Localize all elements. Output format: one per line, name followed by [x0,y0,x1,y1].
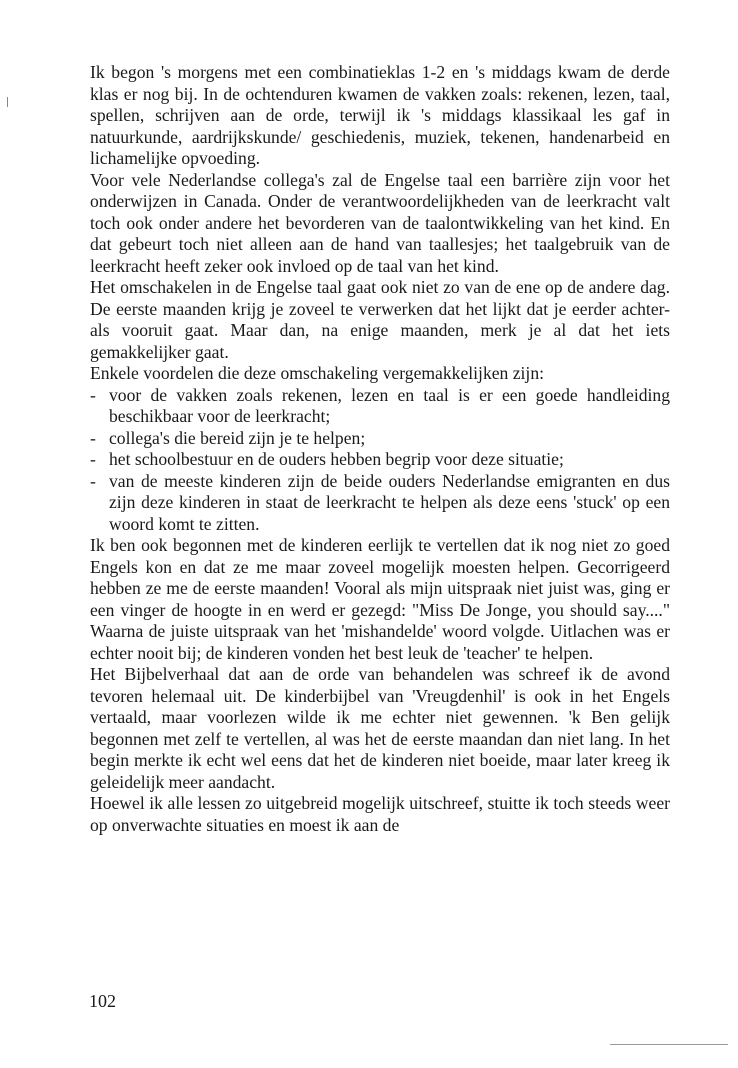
margin-mark [7,97,8,107]
list-item [90,385,670,428]
paragraph-5: Ik ben ook begonnen met de kinderen eerlijk te vertellen dat ik nog niet zo goed Engels kon en dat ze me maar zoveel mogelijk moesten helpen. Gecorrigeerd hebben ze me de eerste maanden! Vooral als mijn uitspraak niet juist was, ging er een vinger de hoogte in en werd er gezegd: "Miss De Jonge, you should say...." Waarna de juiste uitspraak van het 'mishandelde' woord volgde. Uitlachen was er echter nooit bij; de kinderen vonden het best leuk de 'teacher' te helpen. [90,535,670,663]
paragraph-4: Enkele voordelen die deze omschakeling vergemakkelijken zijn: [90,363,545,383]
page-number: 102 [89,991,116,1011]
list-item-text: van de meeste kinderen zijn de beide ouders Nederlandse emigranten en dus zijn deze kinderen in staat de leerkracht te helpen als deze eens 'stuck' op een woord komt te zitten. [109,470,670,534]
scan-line [610,1044,728,1045]
list-dash: - [90,384,96,405]
list-item [90,449,670,471]
list-item [90,471,670,536]
list-item [90,428,670,450]
list-dash: - [90,427,96,448]
advantages-list [90,385,670,536]
list-dash: - [90,449,96,469]
body-text [90,62,670,836]
paragraph-3: Het omschakelen in de Engelse taal gaat ook niet zo van de ene op de andere dag. De eerste maanden krijg je zoveel te verwerken dat het lijkt dat je eerder achter- als vooruit gaat. Maar dan, na enige maanden, merk je al dat het iets gemakkelijker gaat. [90,277,670,362]
list-dash: - [90,470,96,491]
paragraph-7: Hoewel ik alle lessen zo uitgebreid mogelijk uitschreef, stuitte ik toch steeds weer op onverwachte situaties en moest ik aan de [90,793,670,835]
list-item-text: voor de vakken zoals rekenen, lezen en taal is er een goede handleiding beschikbaar voor de leerkracht; [109,384,670,426]
paragraph-6: Het Bijbelverhaal dat aan de orde van behandelen was schreef ik de avond tevoren helemaal uit. De kinderbijbel van 'Vreugdenhil' is ook in het Engels vertaald, maar voorlezen wilde ik me echter niet gewennen. 'k Ben gelijk begonnen met zelf te vertellen, al was het de eerste maandan dan niet lang. In het begin merkte ik echt wel eens dat het de kinderen niet boeide, maar later kreeg ik geleidelijk meer aandacht. [90,664,670,792]
paragraph-1: Ik begon 's morgens met een combinatieklas 1-2 en 's middags kwam de derde klas er nog bij. In de ochtenduren kwamen de vakken zoals: rekenen, lezen, taal, spellen, schrijven aan de orde, terwijl ik 's middags klassikaal les gaf in natuurkunde, aardrijkskunde/ geschiedenis, muziek, tekenen, handenarbeid en lichamelijke opvoeding. [90,62,670,168]
list-item-text: het schoolbestuur en de ouders hebben begrip voor deze situatie; [109,449,564,469]
paragraph-2: Voor vele Nederlandse collega's zal de Engelse taal een barrière zijn voor het onderwijzen in Canada. Onder de verantwoordelijkheden van de leerkracht valt toch ook onder andere het bevorderen van de taalontwikkeling van het kind. En dat gebeurt toch niet alleen aan de hand van taallesjes; het taalgebruik van de leerkracht heeft zeker ook invloed op de taal van het kind. [90,169,670,276]
list-item-text: collega's die bereid zijn je te helpen; [109,427,366,448]
